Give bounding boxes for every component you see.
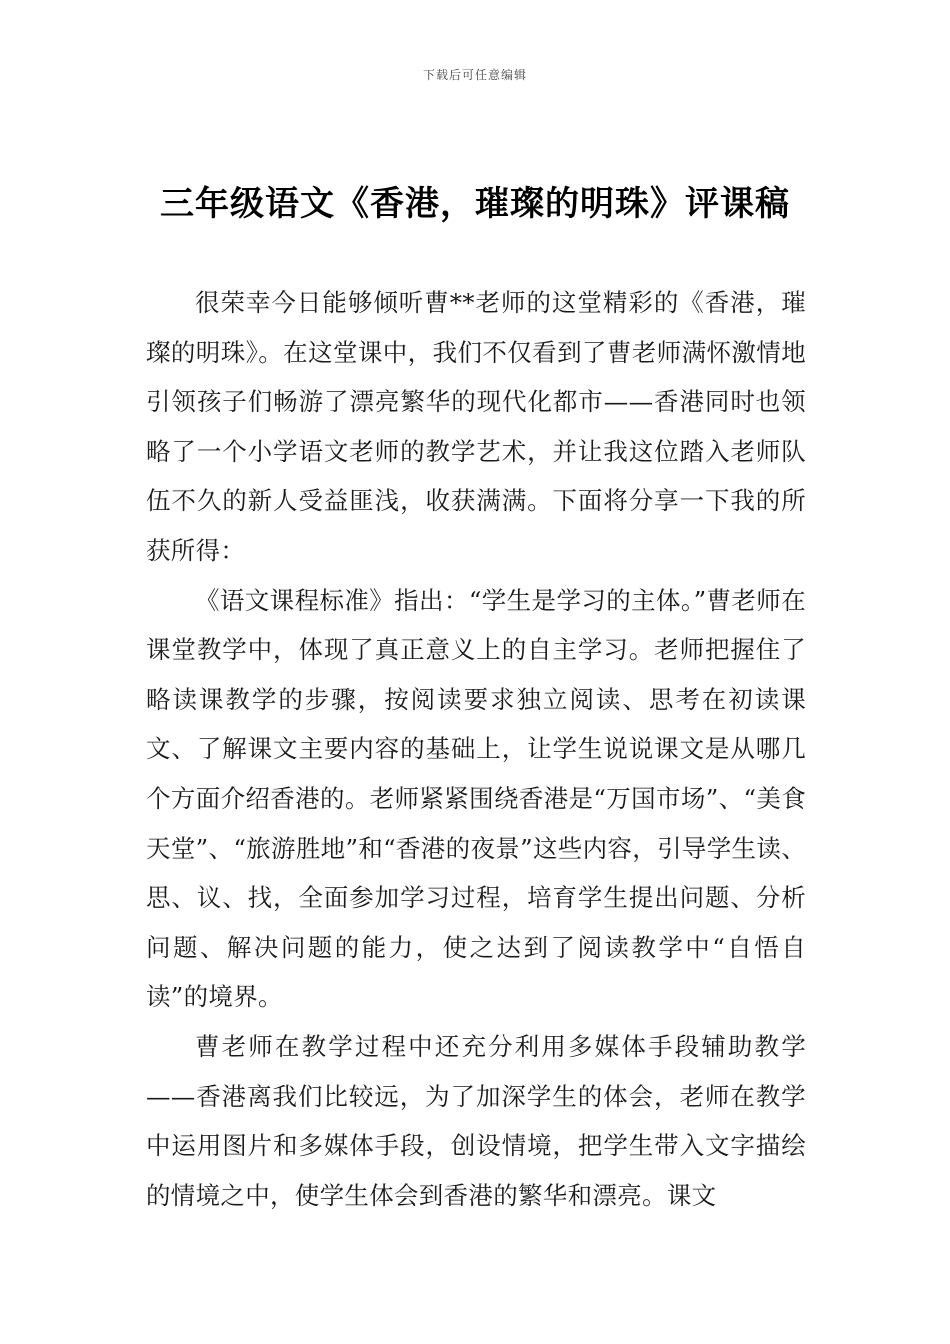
document-body [146, 278, 806, 1220]
paragraph: 曹老师在教学过程中还充分利用多媒体手段辅助教学——香港离我们比较远，为了加深学生的体会，老师在教学中运用图片和多媒体手段，创设情境，把学生带入文字描绘的情境之中，使学生体会到香港的繁华和漂亮。课文 [146, 1031, 806, 1210]
document-title: 三年级语文《香港，璀璨的明珠》评课稿 [160, 184, 790, 224]
paragraph: 《语文课程标准》指出：“学生是学习的主体。”曹老师在课堂教学中，体现了真正意义上的自主学习。老师把握住了略读课教学的步骤，按阅读要求独立阅读、思考在初读课文、了解课文主要内容的基础上，让学生说说课文是从哪几个方面介绍香港的。老师紧紧围绕香港是“万国市场”、“美食天堂”、“旅游胜地”和“香港的夜景”这些内容，引导学生读、思、议、找，全面参加学习过程，培育学生提出问题、分析问题、解决问题的能力，使之达到了阅读教学中“自悟自读”的境界。 [146, 585, 806, 1012]
header-note: 下载后可任意编辑 [422, 68, 527, 82]
paragraph: 很荣幸今日能够倾听曹**老师的这堂精彩的《香港，璀璨的明珠》。在这堂课中，我们不仅看到了曹老师满怀激情地引领孩子们畅游了漂亮繁华的现代化都市——香港同时也领略了一个小学语文老师的教学艺术，并让我这位踏入老师队伍不久的新人受益匪浅，收获满满。下面将分享一下我的所获所得： [146, 288, 806, 565]
